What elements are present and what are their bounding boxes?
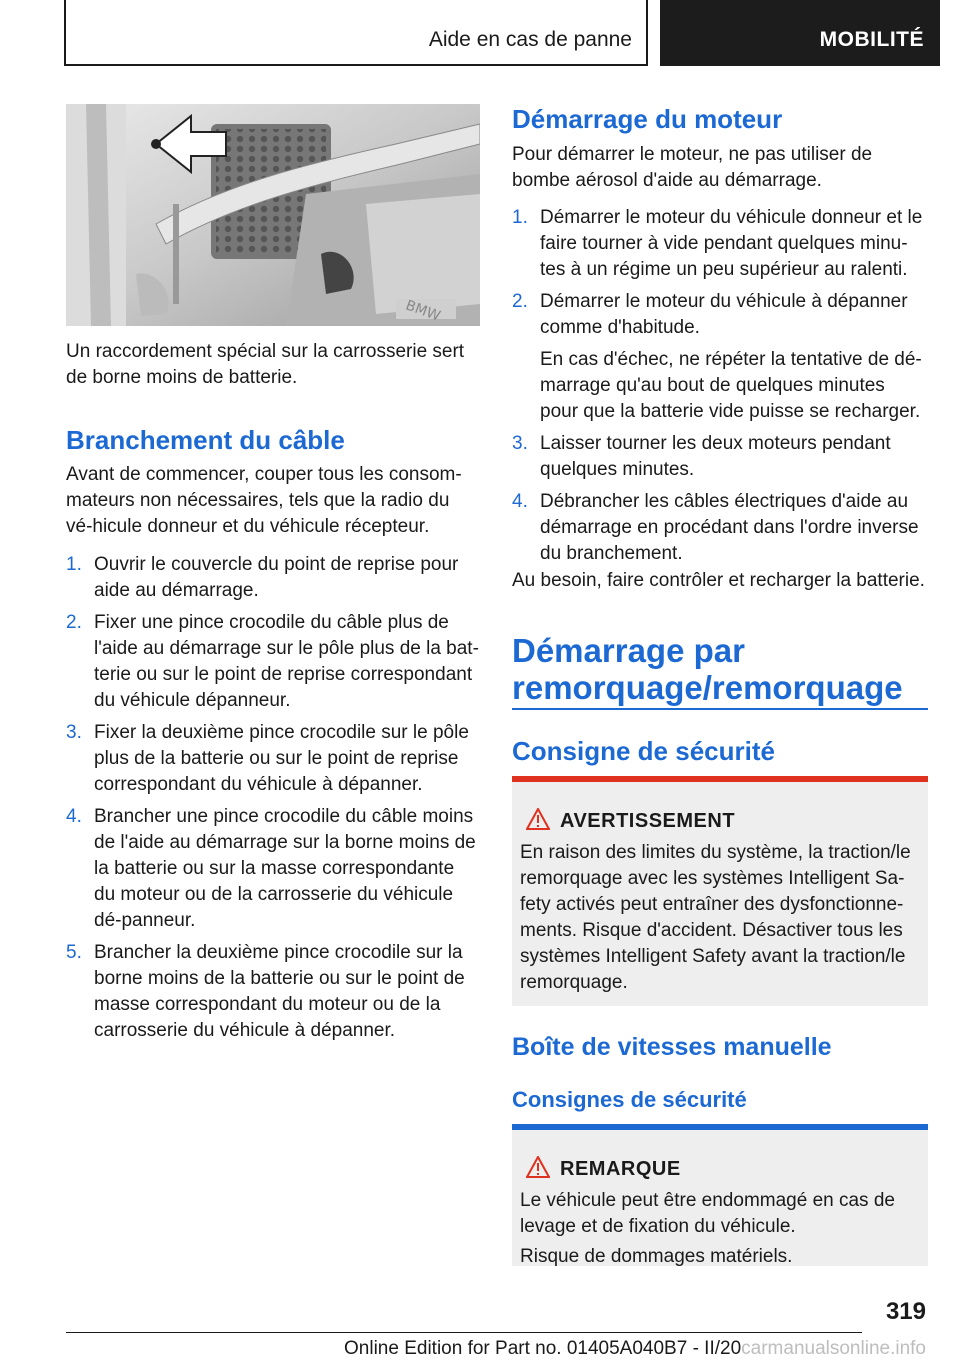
engine-start-outro: Au besoin, faire contrôler et recharger la batterie. [512,570,925,591]
list-item [512,489,928,567]
engine-start-steps-list [512,205,928,573]
cable-steps-list [66,552,480,1050]
warning-text: En raison des limites du système, la traction/le remorquage avec les systèmes Intelligent Sa-fety activés peut entraîner des dysfonctionne-ments. Risque d'accident. Désactiver tous les systèmes Intelligent Safety avant la traction/le remorquage. [520,842,911,993]
photo-caption: Un raccordement spécial sur la carrosserie sert de borne moins de batterie. [66,341,465,388]
engine-start-intro: Pour démarrer le moteur, ne pas utiliser de bombe aérosol d'aide au démarrage. [512,144,873,191]
note-text-2: Risque de dommages matériels. [520,1246,793,1267]
edition-text: Online Edition for Part no. 01405A040B7 - II/20 [344,1338,742,1359]
page-number: 319 [885,1298,926,1325]
step-number: 4. [512,491,528,512]
list-item [66,610,480,714]
step-number: 1. [512,207,528,228]
warning-triangle-icon [526,1156,550,1184]
step-number: 3. [512,433,528,454]
engine-bay-photo [66,104,480,326]
step-number: 2. [66,612,82,633]
warning-title: AVERTISSEMENT [560,810,736,832]
step-number: 4. [66,806,82,827]
step-text: Démarrer le moteur du véhicule à dépanner comme d'habitude. [540,291,908,338]
list-item [66,940,480,1044]
list-item [66,804,480,934]
chapter-title: MOBILITÉ [819,28,924,51]
step-text: Laisser tourner les deux moteurs pendant quelques minutes. [540,433,891,480]
step-number: 5. [66,942,82,963]
note-box [512,1124,928,1266]
step-text: Fixer la deuxième pince crocodile sur le pôle plus de la batterie ou sur le point de reprise correspondant du véhicule à dépanner. [94,722,469,795]
step-number: 3. [66,722,82,743]
footer-edition [344,1338,926,1360]
heading-rule [512,708,928,710]
step-number: 1. [66,554,82,575]
step-text: Fixer une pince crocodile du câble plus de l'aide au démarrage sur le pôle plus de la bat-terie ou sur le point de reprise correspondant du véhicule dépanneur. [94,612,479,711]
footer-rule [66,1332,862,1333]
watermark-text: carmanualsonline.info [741,1338,926,1359]
note-title: REMARQUE [560,1158,681,1180]
chapter-tab [660,0,940,66]
list-item [512,205,928,283]
cable-intro: Avant de commencer, couper tous les consom-mateurs non nécessaires, tels que la radio du vé-hicule donneur et du véhicule récepteur. [66,464,462,537]
step-text: Démarrer le moteur du véhicule donneur et le faire tourner à vide pendant quelques minu-tes à un régime un peu supérieur au ralenti. [540,207,923,280]
chapter-heading-towing: Démarrage par remorquage/remorquage [512,632,903,706]
step-text: Brancher la deuxième pince crocodile sur la borne moins de la batterie ou sur le point de masse correspondant du moteur ou de la carrosserie du véhicule à dépanner. [94,942,465,1041]
step-text: Brancher une pince crocodile du câble moins de l'aide au démarrage sur la borne moins de la batterie ou sur la masse correspondante du moteur ou de la carrosserie du véhicule dé-panneur. [94,806,476,931]
step-number: 2. [512,291,528,312]
section-title: Aide en cas de panne [428,28,632,51]
heading-safety-notices: Consignes de sécurité [512,1087,747,1112]
heading-cable-connection: Branchement du câble [66,425,345,455]
step-text: Ouvrir le couvercle du point de reprise pour aide au démarrage. [94,554,459,601]
step-subtext: En cas d'échec, ne répéter la tentative de dé-marrage qu'au bout de quelques minutes pour que la batterie vide puisse se recharger. [540,349,922,422]
heading-engine-start: Démarrage du moteur [512,104,783,134]
list-item [512,431,928,483]
list-item [512,289,928,425]
heading-manual-gearbox: Boîte de vitesses manuelle [512,1033,832,1061]
list-item [66,552,480,604]
warning-box [512,776,928,1006]
page-header [0,0,960,66]
list-item [66,720,480,798]
heading-safety-notice: Consigne de sécurité [512,736,775,766]
svg-text:BMW: BMW [403,297,443,325]
section-tab [64,0,648,66]
note-text: Le véhicule peut être endommagé en cas de levage et de fixation du véhicule. [520,1190,895,1237]
step-text: Débrancher les câbles électriques d'aide au démarrage en procédant dans l'ordre inverse du branchement. [540,491,919,564]
warning-triangle-icon [526,808,550,836]
